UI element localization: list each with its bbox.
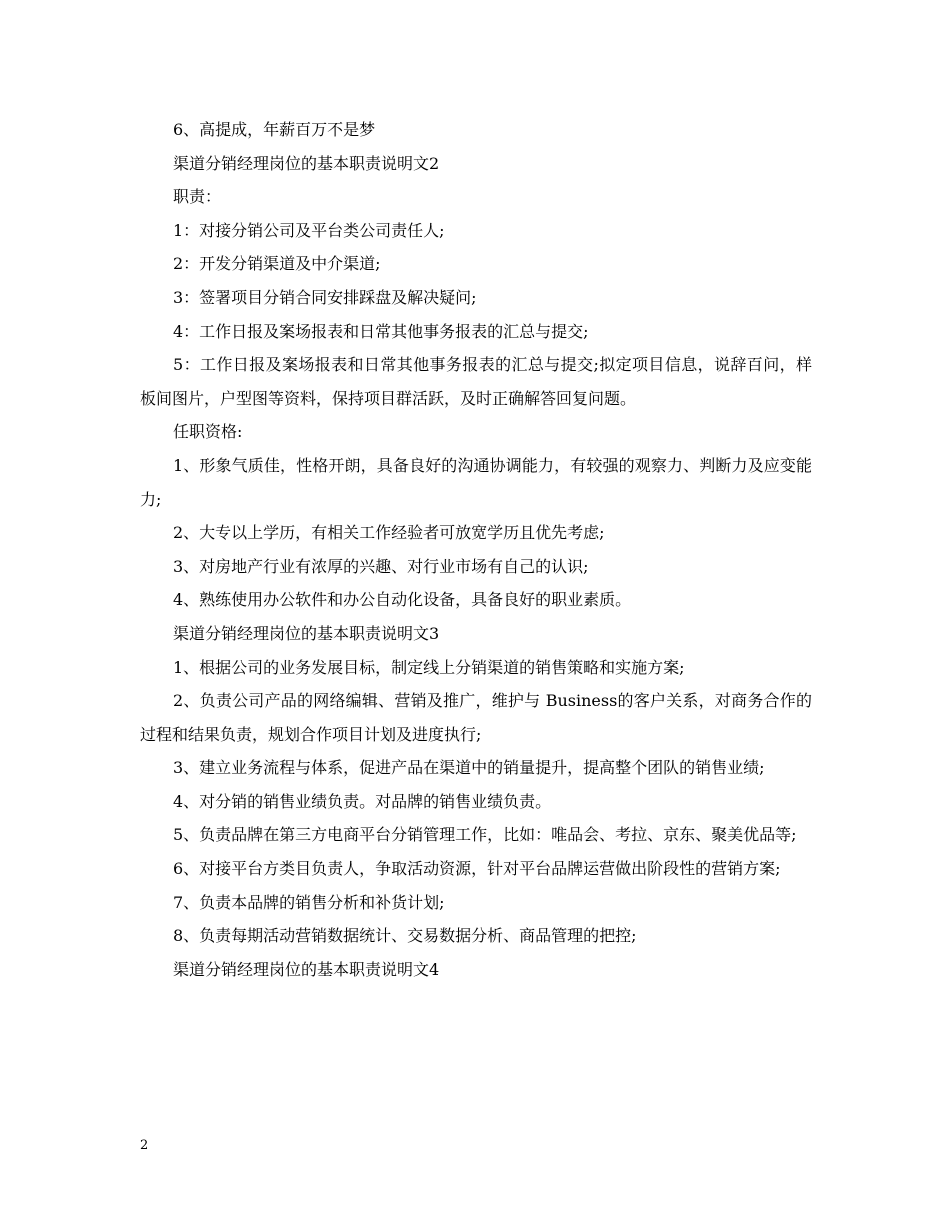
responsibility-item-6: 6、对接平台方类目负责人，争取活动资源，针对平台品牌运营做出阶段性的营销方案;	[173, 859, 781, 879]
responsibility-item-3: 3、建立业务流程与体系，促进产品在渠道中的销量提升，提高整个团队的销售业绩;	[173, 758, 765, 778]
duty-item-4: 4：工作日报及案场报表和日常其他事务报表的汇总与提交;	[173, 321, 589, 341]
qualification-item-1: 1、形象气质佳，性格开朗，具备良好的沟通协调能力，有较强的观察力、判断力及应变能力;	[140, 455, 812, 509]
qualification-item-2: 2、大专以上学历，有相关工作经验者可放宽学历且优先考虑;	[173, 523, 605, 543]
section-heading-3: 渠道分销经理岗位的基本职责说明文3	[173, 623, 440, 643]
responsibility-item-4: 4、对分销的销售业绩负责。对品牌的销售业绩负责。	[173, 791, 552, 811]
duty-item-5: 5：工作日报及案场报表和日常其他事务报表的汇总与提交;拟定项目信息，说辞百问，样板间图片，户型图等资料，保持项目群活跃，及时正确解答回复问题。	[140, 355, 812, 408]
duty-item-3: 3：签署项目分销合同安排踩盘及解决疑问;	[173, 287, 477, 307]
qualification-item-4: 4、熟练使用办公软件和办公自动化设备，具备良好的职业素质。	[173, 590, 632, 610]
document-body	[140, 113, 812, 986]
duty-item-2: 2：开发分销渠道及中介渠道;	[173, 254, 381, 274]
duty-item-1: 1：对接分销公司及平台类公司责任人;	[173, 220, 445, 240]
responsibility-item-1: 1、根据公司的业务发展目标，制定线上分销渠道的销售策略和实施方案;	[173, 657, 685, 677]
paragraph-commission: 6、高提成，年薪百万不是梦	[173, 120, 376, 139]
label-qualifications: 任职资格:	[173, 422, 243, 442]
page-number: 2	[140, 1138, 149, 1153]
section-heading-2: 渠道分销经理岗位的基本职责说明文2	[173, 153, 440, 173]
responsibility-item-7: 7、负责本品牌的销售分析和补货计划;	[173, 892, 445, 912]
responsibility-item-5: 5、负责品牌在第三方电商平台分销管理工作，比如：唯品会、考拉、京东、聚美优品等;	[173, 825, 797, 845]
qualification-item-3: 3、对房地产行业有浓厚的兴趣、对行业市场有自己的认识;	[173, 556, 589, 576]
responsibility-item-8: 8、负责每期活动营销数据统计、交易数据分析、商品管理的把控;	[173, 926, 637, 946]
section-heading-4: 渠道分销经理岗位的基本职责说明文4	[173, 959, 440, 979]
label-duties: 职责：	[173, 187, 222, 207]
responsibility-item-2: 2、负责公司产品的网络编辑、营销及推广，维护与 Business的客户关系，对商务合作的过程和结果负责，规划合作项目计划及进度执行;	[140, 691, 812, 744]
